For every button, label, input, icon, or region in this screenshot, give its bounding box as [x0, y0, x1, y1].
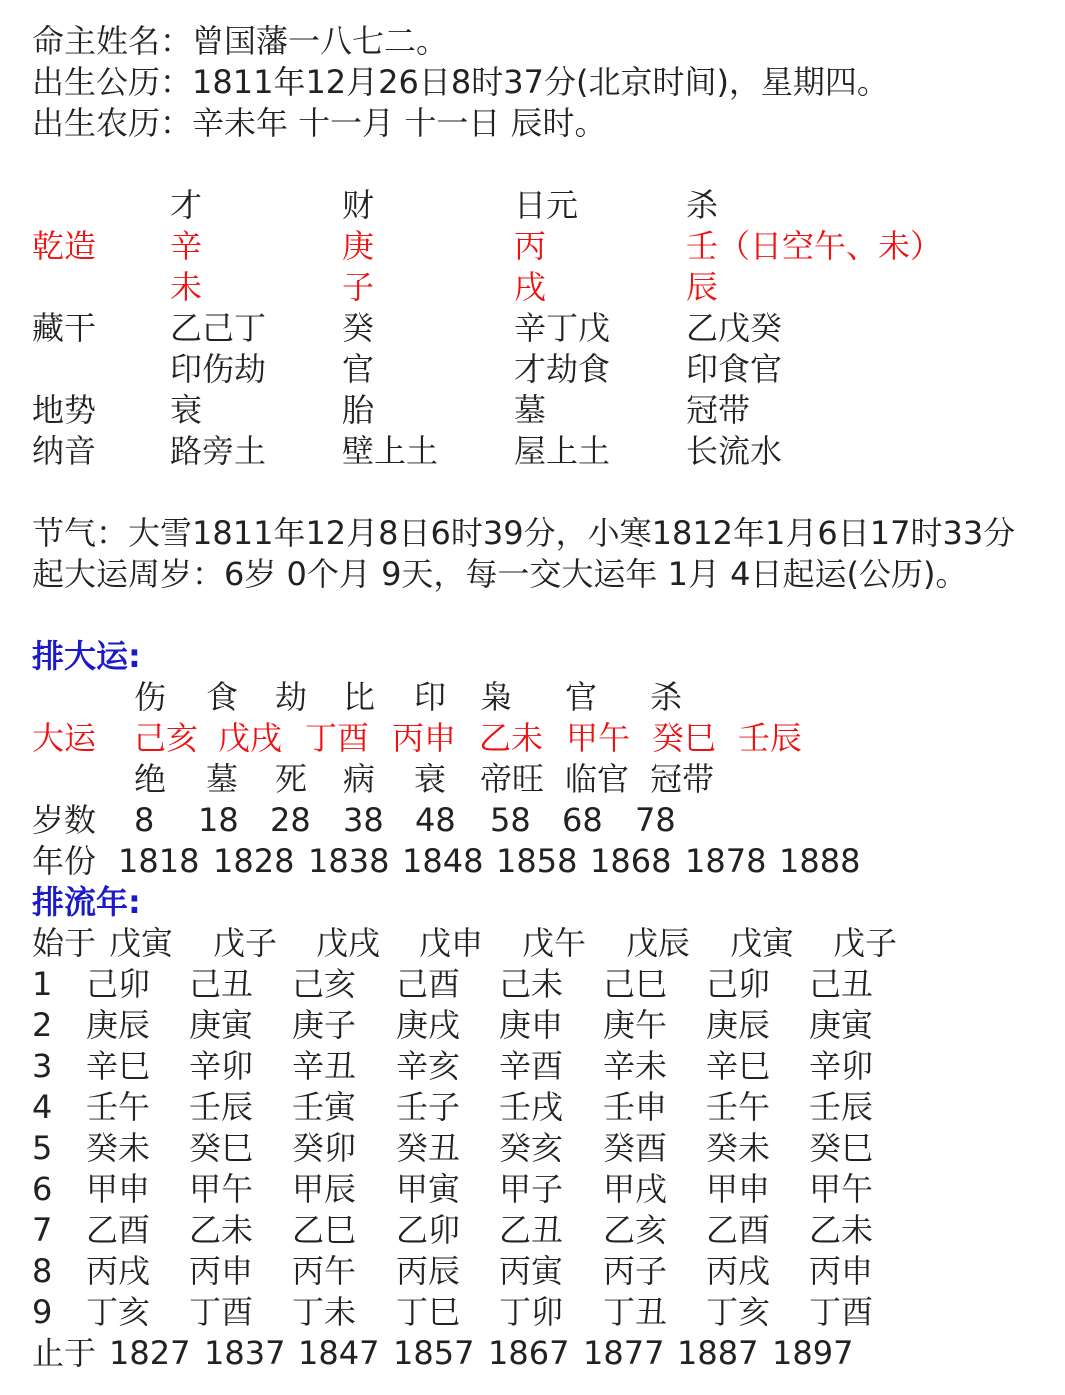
liunian-cell: 癸卯 [292, 1129, 357, 1167]
liunian-cell: 辛酉 [499, 1047, 564, 1085]
dayun-year: 1828 [213, 842, 295, 880]
dayun-heading: 排大运: [32, 637, 141, 675]
dayun-age: 38 [343, 801, 384, 839]
liunian-cell: 甲申 [86, 1170, 151, 1208]
dayun-pillar: 丁酉 [305, 719, 370, 757]
dayun-year: 1858 [496, 842, 578, 880]
liunian-cell: 己亥 [292, 965, 357, 1003]
liunian-cell: 庚寅 [809, 1006, 874, 1044]
dayun-god: 印 [414, 678, 447, 716]
dayun-age: 8 [134, 801, 155, 839]
liunian-start: 戊寅 [109, 924, 174, 962]
liunian-cell: 丙寅 [499, 1252, 564, 1290]
dayun-pillar: 丙申 [392, 719, 457, 757]
liunian-cell: 甲午 [189, 1170, 254, 1208]
solar-birth-line: 出生公历：1811年12月26日8时37分(北京时间)，星期四。 [32, 63, 889, 101]
liunian-cell: 丙申 [809, 1252, 874, 1290]
liunian-cell: 己丑 [189, 965, 254, 1003]
liunian-row-index: 6 [32, 1170, 53, 1208]
liunian-cell: 壬子 [396, 1088, 461, 1126]
end-label: 止于 [32, 1334, 97, 1372]
liunian-end: 1877 [583, 1334, 665, 1372]
terrain: 衰 [170, 391, 203, 429]
liunian-cell: 辛巳 [706, 1047, 771, 1085]
liunian-cell: 壬午 [706, 1088, 771, 1126]
liunian-cell: 辛丑 [292, 1047, 357, 1085]
bazi-god: 杀 [686, 186, 719, 224]
liunian-cell: 癸丑 [396, 1129, 461, 1167]
dayun-terrain: 墓 [206, 760, 239, 798]
liunian-cell: 丙辰 [396, 1252, 461, 1290]
nayin: 长流水 [686, 432, 783, 470]
liunian-row-index: 7 [32, 1211, 53, 1249]
liunian-cell: 壬辰 [189, 1088, 254, 1126]
dayun-terrain: 病 [343, 760, 376, 798]
liunian-start: 戊午 [522, 924, 587, 962]
dayun-terrain: 临官 [565, 760, 630, 798]
liunian-cell: 庚申 [499, 1006, 564, 1044]
liunian-cell: 乙亥 [603, 1211, 668, 1249]
liunian-cell: 乙未 [809, 1211, 874, 1249]
liunian-cell: 壬戌 [499, 1088, 564, 1126]
bazi-stem: 辛 [170, 227, 203, 265]
dayun-pillar: 乙未 [479, 719, 544, 757]
liunian-cell: 乙巳 [292, 1211, 357, 1249]
liunian-cell: 甲戌 [603, 1170, 668, 1208]
liunian-cell: 庚戌 [396, 1006, 461, 1044]
nayin: 路旁土 [170, 432, 267, 470]
liunian-cell: 乙卯 [396, 1211, 461, 1249]
hidden-gods: 才劫食 [514, 350, 611, 388]
dayun-pillar: 戊戌 [218, 719, 283, 757]
nayin: 壁上土 [342, 432, 439, 470]
hidden-stems: 辛丁戊 [514, 309, 611, 347]
dayun-god: 伤 [134, 678, 167, 716]
dayun-pillar: 壬辰 [738, 719, 803, 757]
liunian-cell: 庚子 [292, 1006, 357, 1044]
liunian-cell: 丁酉 [189, 1293, 254, 1331]
dayun-god: 官 [565, 678, 598, 716]
dayun-god: 食 [206, 678, 239, 716]
liunian-cell: 丙午 [292, 1252, 357, 1290]
terrain: 墓 [514, 391, 547, 429]
liunian-cell: 丁亥 [706, 1293, 771, 1331]
bazi-branch: 戌 [514, 268, 547, 306]
liunian-cell: 癸未 [86, 1129, 151, 1167]
dayun-year: 1888 [779, 842, 861, 880]
liunian-cell: 辛卯 [189, 1047, 254, 1085]
year-label: 年份 [32, 842, 97, 880]
liunian-cell: 壬辰 [809, 1088, 874, 1126]
terrain: 胎 [342, 391, 375, 429]
liunian-cell: 己卯 [86, 965, 151, 1003]
liunian-row-index: 9 [32, 1293, 53, 1331]
bazi-branch: 未 [170, 268, 203, 306]
dayun-year: 1838 [308, 842, 390, 880]
liunian-cell: 壬午 [86, 1088, 151, 1126]
dayun-terrain: 帝旺 [480, 760, 545, 798]
dayun-pillar: 甲午 [566, 719, 631, 757]
liunian-row-index: 1 [32, 965, 53, 1003]
liunian-end: 1867 [488, 1334, 570, 1372]
liunian-end: 1857 [393, 1334, 475, 1372]
liunian-cell: 丁酉 [809, 1293, 874, 1331]
bazi-god: 才 [170, 186, 203, 224]
dayun-age: 78 [635, 801, 676, 839]
dayun-year: 1848 [402, 842, 484, 880]
liunian-cell: 甲子 [499, 1170, 564, 1208]
liunian-cell: 辛亥 [396, 1047, 461, 1085]
solar-terms-line: 节气：大雪1811年12月8日6时39分，小寒1812年1月6日17时33分 [32, 514, 1016, 552]
liunian-cell: 甲午 [809, 1170, 874, 1208]
liunian-cell: 庚辰 [86, 1006, 151, 1044]
liunian-heading: 排流年: [32, 883, 141, 921]
hidden-stems: 癸 [342, 309, 375, 347]
dayun-pillar: 癸巳 [652, 719, 717, 757]
liunian-cell: 癸亥 [499, 1129, 564, 1167]
bazi-label: 乾造 [32, 227, 97, 265]
bazi-branch: 子 [342, 268, 375, 306]
terrain: 冠带 [686, 391, 751, 429]
liunian-cell: 己未 [499, 965, 564, 1003]
liunian-end: 1847 [298, 1334, 380, 1372]
liunian-cell: 壬寅 [292, 1088, 357, 1126]
liunian-cell: 乙酉 [706, 1211, 771, 1249]
dayun-age: 48 [415, 801, 456, 839]
liunian-row-index: 3 [32, 1047, 53, 1085]
bazi-god: 财 [342, 186, 375, 224]
liunian-cell: 己酉 [396, 965, 461, 1003]
liunian-cell: 甲申 [706, 1170, 771, 1208]
liunian-cell: 丁巳 [396, 1293, 461, 1331]
dayun-year: 1818 [118, 842, 200, 880]
start-label: 始于 [32, 924, 97, 962]
bazi-stem: 壬（日空午、未） [686, 227, 943, 265]
dayun-god: 劫 [275, 678, 308, 716]
nayin: 屋上土 [514, 432, 611, 470]
liunian-cell: 壬申 [603, 1088, 668, 1126]
liunian-cell: 丙戌 [86, 1252, 151, 1290]
bazi-god: 日元 [514, 186, 579, 224]
liunian-start: 戊子 [833, 924, 898, 962]
liunian-row-index: 4 [32, 1088, 53, 1126]
liunian-cell: 癸未 [706, 1129, 771, 1167]
liunian-cell: 辛卯 [809, 1047, 874, 1085]
liunian-cell: 丁丑 [603, 1293, 668, 1331]
hidden-gods: 印伤劫 [170, 350, 267, 388]
dayun-label: 大运 [32, 719, 97, 757]
age-label: 岁数 [32, 801, 97, 839]
dayun-year: 1878 [685, 842, 767, 880]
dayun-terrain: 冠带 [650, 760, 715, 798]
dayun-age: 28 [270, 801, 311, 839]
liunian-cell: 丁亥 [86, 1293, 151, 1331]
liunian-cell: 丙子 [603, 1252, 668, 1290]
liunian-end: 1887 [677, 1334, 759, 1372]
dayun-age: 18 [198, 801, 239, 839]
hidden-gods: 印食官 [686, 350, 783, 388]
liunian-cell: 丙戌 [706, 1252, 771, 1290]
liunian-row-index: 2 [32, 1006, 53, 1044]
dayun-terrain: 死 [275, 760, 308, 798]
hidden-stems: 乙戊癸 [686, 309, 783, 347]
liunian-cell: 庚寅 [189, 1006, 254, 1044]
start-luck-line: 起大运周岁：6岁 0个月 9天，每一交大运年 1月 4日起运(公历)。 [32, 555, 968, 593]
liunian-end: 1827 [109, 1334, 191, 1372]
hidden-stems-label: 藏干 [32, 309, 97, 347]
liunian-cell: 癸巳 [809, 1129, 874, 1167]
liunian-start: 戊子 [213, 924, 278, 962]
liunian-start: 戊寅 [730, 924, 795, 962]
liunian-row-index: 5 [32, 1129, 53, 1167]
bazi-stem: 丙 [514, 227, 547, 265]
liunian-cell: 甲辰 [292, 1170, 357, 1208]
liunian-cell: 丁未 [292, 1293, 357, 1331]
dayun-god: 杀 [650, 678, 683, 716]
liunian-end: 1897 [772, 1334, 854, 1372]
terrain-label: 地势 [32, 391, 97, 429]
lunar-birth-line: 出生农历：辛未年 十一月 十一日 辰时。 [32, 104, 607, 142]
bazi-stem: 庚 [342, 227, 375, 265]
liunian-cell: 丁卯 [499, 1293, 564, 1331]
liunian-start: 戊辰 [626, 924, 691, 962]
liunian-cell: 己卯 [706, 965, 771, 1003]
dayun-age: 58 [490, 801, 531, 839]
liunian-cell: 己巳 [603, 965, 668, 1003]
liunian-cell: 乙未 [189, 1211, 254, 1249]
liunian-cell: 己丑 [809, 965, 874, 1003]
liunian-start: 戊申 [419, 924, 484, 962]
dayun-pillar: 己亥 [134, 719, 199, 757]
liunian-cell: 丙申 [189, 1252, 254, 1290]
liunian-cell: 乙丑 [499, 1211, 564, 1249]
bazi-branch: 辰 [686, 268, 719, 306]
dayun-terrain: 绝 [134, 760, 167, 798]
dayun-year: 1868 [590, 842, 672, 880]
hidden-stems: 乙己丁 [170, 309, 267, 347]
liunian-cell: 辛未 [603, 1047, 668, 1085]
name-line: 命主姓名：曾国藩一八七二。 [32, 22, 449, 60]
liunian-cell: 庚午 [603, 1006, 668, 1044]
liunian-cell: 乙酉 [86, 1211, 151, 1249]
liunian-end: 1837 [204, 1334, 286, 1372]
liunian-cell: 癸巳 [189, 1129, 254, 1167]
liunian-row-index: 8 [32, 1252, 53, 1290]
dayun-age: 68 [562, 801, 603, 839]
liunian-cell: 辛巳 [86, 1047, 151, 1085]
liunian-start: 戊戌 [316, 924, 381, 962]
liunian-cell: 庚辰 [706, 1006, 771, 1044]
dayun-god: 枭 [480, 678, 513, 716]
nayin-label: 纳音 [32, 432, 97, 470]
dayun-terrain: 衰 [414, 760, 447, 798]
liunian-cell: 甲寅 [396, 1170, 461, 1208]
liunian-cell: 癸酉 [603, 1129, 668, 1167]
hidden-gods: 官 [342, 350, 375, 388]
dayun-god: 比 [343, 678, 376, 716]
